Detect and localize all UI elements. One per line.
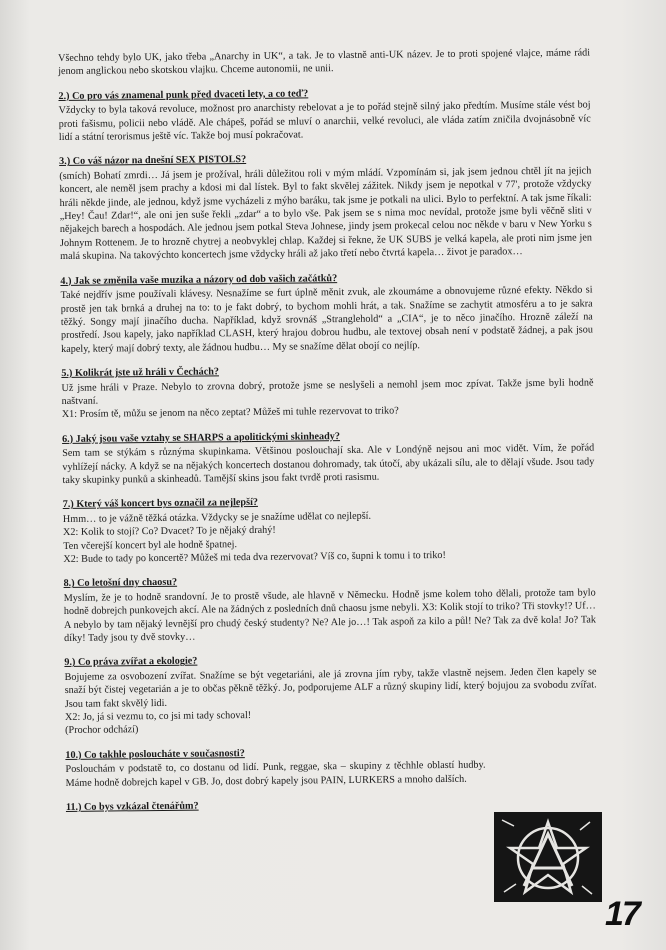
question-heading: 10.) Co takhle posloucháte v současnosti? — [65, 747, 245, 761]
question-heading: 9.) Co práva zvířat a ekologie? — [64, 656, 198, 669]
section-10 — [65, 743, 597, 790]
answer-paragraph: (smích) Bohatí zmrdi… Já jsem je prožíval, hráli důležitou roli v mým mládí. Vzpomínám si, jak jsem jednou chtěl jít na jejich koncert, ale neměl jsem prachy a kdosi mi dal lístek. Byl to fakt skvělej zážitek. Nikdy jsem je nepotkal v 77', protože vždycky hráli někde jinde, ale jednou, když jsme vycházeli z mýho baráku, tak jsme je potkali na ulici. Bylo to perfektní. A tak jsme říkali: „Hey! Čau! Zdar!“, ale oni jen suše řekli „zdar“ a to bylo vše. Pak jsem se s nima moc nevídal, protože jsme byli věčně sliti v nějakejch barech a hospodách. Ale jednou jsem potkal Steva Johnese, jindy jsem prokecal celou noc někde v baru v New Yorku s Johnym Rottenem. Je to hrozně chytrej a neobvyklej chlap. Každej si řekne, že UK SUBS je velká kapela, ale proti nim jsme jen malá skupina. Na takovýchto koncertech jsme vždycky hráli až jako třetí nebo čtvrtá kapela… život je paradox… — [59, 165, 593, 263]
dialogue-line: (Prochor odchází) — [65, 724, 139, 737]
answer-paragraph: Poslouchám v podstatě to, co dostanu od lidí. Punk, reggae, ska – skupiny z těchhle oblastí hudby. Máme hodně dobrejch kapel v GB. Jo, dost dobrý kapely jsou PAIN, LURKERS a mnoho dalších. — [65, 759, 486, 789]
section-5 — [61, 362, 594, 422]
question-heading: 5.) Kolikrát jste už hráli v Čechách? — [61, 366, 220, 380]
dialogue-line: Ten včerejší koncert byl ale hodně špatnej. — [63, 538, 238, 552]
intro-paragraph: Všechno tehdy bylo UK, jako třeba „Anarchy in UK“, a tak. Je to vlastně anti-UK název. Je to proti spojené vlajce, máme rádi jenom anglickou nebo skotskou vlajku. Chceme autonomii, ne unii. — [58, 47, 591, 78]
section-8 — [64, 572, 597, 646]
question-heading: 3.) Co váš názor na dnešní SEX PISTOLS? — [59, 154, 247, 168]
dialogue-line: X1: Prosím tě, můžu se jenom na něco zeptat? Můžeš mi tuhle rezervovat to triko? — [61, 405, 399, 421]
question-heading: 7.) Který váš koncert bys označil za nejlepší? — [62, 497, 259, 511]
section-3 — [59, 150, 592, 264]
question-heading: 11.) Co bys vzkázal čtenářům? — [65, 800, 199, 814]
answer-paragraph: Také nejdřív jsme používali klávesy. Nesnažíme se furt úplně měnit zvuk, ale zkoumáme a obnovujeme různé efekty. Někdo si prostě jen tak brnká a druhej na to: to je fakt dobrý, to bychom mohli hrát, a tak. Snažíme se zachytit atmosféru a to je sakra těžký. Songy mají jinačího ducha. Například, když srovnáš „Stranglehold“ a „CIA“, je to něco jinačího. Hrozně záleží na prostředí. Jsou kapely, jako například CLASH, který hrajou dobrou hudbu, ale textovej obsah není v podstatě žádnej, a pak jsou kapely, který mají dobrý texty, ale žádnou hudbu… My se snažíme dělat obojí co nejlíp. — [60, 284, 594, 355]
anarchy-star-icon — [494, 812, 602, 902]
dialogue-line: X2: Kolik to stojí? Co? Dvacet? To je nějaký drahý! — [62, 524, 276, 539]
dialogue-line: X2: Jo, já si vezmu to, co jsi mi tady schoval! — [64, 710, 252, 724]
question-heading: 6.) Jaký jsou vaše vztahy se SHARPS a apolitickými skinheady? — [61, 430, 341, 445]
answer-paragraph: Už jsme hráli v Praze. Nebylo to zrovna dobrý, protože jsme se neslyšeli a nemohl jsem moc zpívat. Takže jsme byli hodně naštvaní. — [61, 376, 594, 407]
answer-paragraph: Myslím, že je to hodně srandovní. Je to prostě všude, ale hlavně v Německu. Hodně jsme kolem toho dělali, protože tam bylo hodně dobrejch punkovejch akcí. Ale na žádných z posledních dnů chaosu jsme nebyli. X3: Kolik stojí to triko? Tři stovky!? Uf… A nebylo by tam nějaký levnější pro chudý český studenty? Ne? Ale jo…! Tak aspoň za kilo a půl! Ne? Tak za dvě kola! Jo? Tak díky! Tady jsou ty dvě stovky… — [63, 587, 597, 644]
section-2 — [58, 84, 591, 144]
question-heading: 4.) Jak se změnila vaše muzika a názory od dob vašich začátků? — [60, 272, 338, 287]
question-heading: 2.) Co pro vás znamenal punk před dvaceti lety, a co teď? — [58, 88, 309, 102]
section-9 — [64, 651, 597, 738]
answer-paragraph: Sem tam se stýkám s různýma skupinkama. Většinou poslouchají ska. Ale v Londýně nejsou ani moc vidět. Vím, že pořád vyhlížejí náckу. A když se na nějakých koncertech dostanou dohromady, tak útočí, aby ukázali sílu, ale to dělají všude. Jsou tady taky skupinky punků a skinheadů. Tamější skins jsou fakt tvrdě proti rasismu. — [62, 442, 595, 486]
dialogue-line: X2: Bude to tady po koncertě? Můžeš mi tedа dva rezervovat? Víš co, šupni k tomu i to triko! — [63, 549, 446, 565]
section-6 — [62, 427, 595, 487]
answer-paragraph: Vždycky to byla taková revoluce, možnost pro anarchisty rebelovat a je to pořád stejně silný jako předtím. Musíme stále vést boj proti fašismu, policii nebo vládě. Ale chápeš, pořád se mluví o anarchii, velké revoluci, ale vláda zatím zničila dvojnásobně víc lidí a státní terorismus ještě víc. Takže boj musí pokračovat. — [58, 99, 591, 144]
section-4 — [60, 269, 593, 356]
dialogue-line: Hmm… to je vážně těžká otázka. Vždycky se je snažíme udělat co nejlepší. — [62, 510, 372, 525]
interview-text — [58, 46, 598, 815]
answer-paragraph: Bojujeme za osvobození zvířat. Snažíme se být vegetariáni, ale já zrovna jím ryby, takže vlastně nejsem. Jeden člen kapely se snaží být čistej vegetarián a je to občas pěkně těžký. Jo, podporujeme ALF a různý skupiny lidí, který bojujou za svobodu zvířat. Jsou tam fakt skvělý lidi. — [64, 666, 597, 710]
section-7 — [63, 493, 596, 567]
question-heading: 8.) Co letošní dny chaosu? — [63, 577, 178, 590]
page-number: 17 — [605, 895, 639, 933]
